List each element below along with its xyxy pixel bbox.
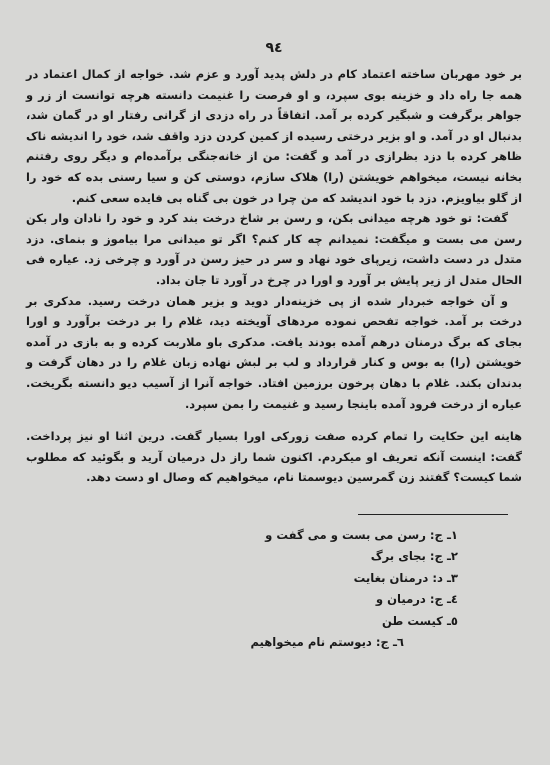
- footnotes: [26, 525, 522, 654]
- footnote-6: ٦ـ ج: دیوستم نام میخواهیم: [250, 635, 404, 650]
- paragraph-3: و آن خواجه خبردار شده از پی خزینه‌دار دوید و بزیر همان درخت رسید. مدکری بر درخت بر آمد. خواجه تفحص نموده مردهای آویخته دید، غلام را بر درخت برآورد و اورا بجای که برگ درمنان درهم آمده بودند یافت. مدکری باو ملاربت کرده و به بازی در آمده خویشتن (را) به بوس و کنار قرارداد و لب بر لبش نهاده زبان غلام را در دهان گرفت و بدندان بکند. غلام با دهان پرخون برزمین افتاد. خواجه آنرا از آسیب دیو دانسته بگریخت. عیاره از درخت فرود آمده باینجا رسید و غنیمت را بمن سپرد.: [26, 293, 522, 411]
- footnote-1: ١ـ ج: رسن می بست و می گفت و: [265, 527, 458, 542]
- footnote-2: ٢ـ ج: بجای برگ: [370, 549, 458, 564]
- footnote-5: ٥ـ کیست طن: [381, 613, 458, 628]
- footnote-3: ٣ـ د: درمنان بغایت: [353, 570, 458, 585]
- footnote-4: ٤ـ ج: درمیان و: [375, 592, 458, 607]
- footnote-divider: [358, 514, 508, 515]
- paragraph-2: گفت: تو خود هرچه میدانی بکن، و رسن بر شاخ درخت بند کرد و خود را نادان وار بکن رسن می بست و میگفت: نمیدانم چه کار کنم؟ اگر تو میدانی مرا بیاموز و بنمای. دزد متدل در دست داشت، زیرپای خود نهاد و سر در حیز رسن در آورد و چرخی زد. عیاره فی الحال متدل از زیر پایش بر آورد و اورا در چرخ در آورد تا جان بداد.: [26, 211, 522, 287]
- paragraph-1: بر خود مهربان ساخته اعتماد کام در دلش پدید آورد و عزم شد. خواجه از کمال اعتماد در همه جا راه داد و خزینه بوی سپرد، و او فرصت را غنیمت دانسته هرچه توانست از زر و جواهر برگرفت و شبگیر کرده بر آمد. اتفاقاً در راه دزدی از گرانی رفتار او در گمان شد، بدنبال او در آمد. و او بزیر درختی رسیده از کمین کردن دزد واقف شد، خود را اندیشه ناک ظاهر کرده با دزد بظرازی در آمد و گفت: من از خانه‌جنگی برآمده‌ام و دیگر روی رفتنم بخانه نیست، میخواهم خویشتن (را) هلاک سازم، دوستی کن و سیا رسنی بده که خود را از گلو بیاویزم. دزد با خود اندیشد که من چرا در خون بی گناه بی فایده سعی کنم.: [26, 67, 522, 205]
- body-text: [26, 64, 522, 488]
- page-number: ٩٤: [265, 40, 283, 56]
- paragraph-4: هاینه این حکایت را تمام کرده صفت زورکی اورا بسیار گفت. درین اثنا او نیز پرداخت. گفت: اینست آنکه تعریف او میکردم. اکنون شما راز دل درمیان آرید و بگوئید که مطلوب شما کیست؟ گفتند زن گمرسین دیوسمتا نام، میخواهیم که وصال او دست دهد.: [26, 429, 522, 485]
